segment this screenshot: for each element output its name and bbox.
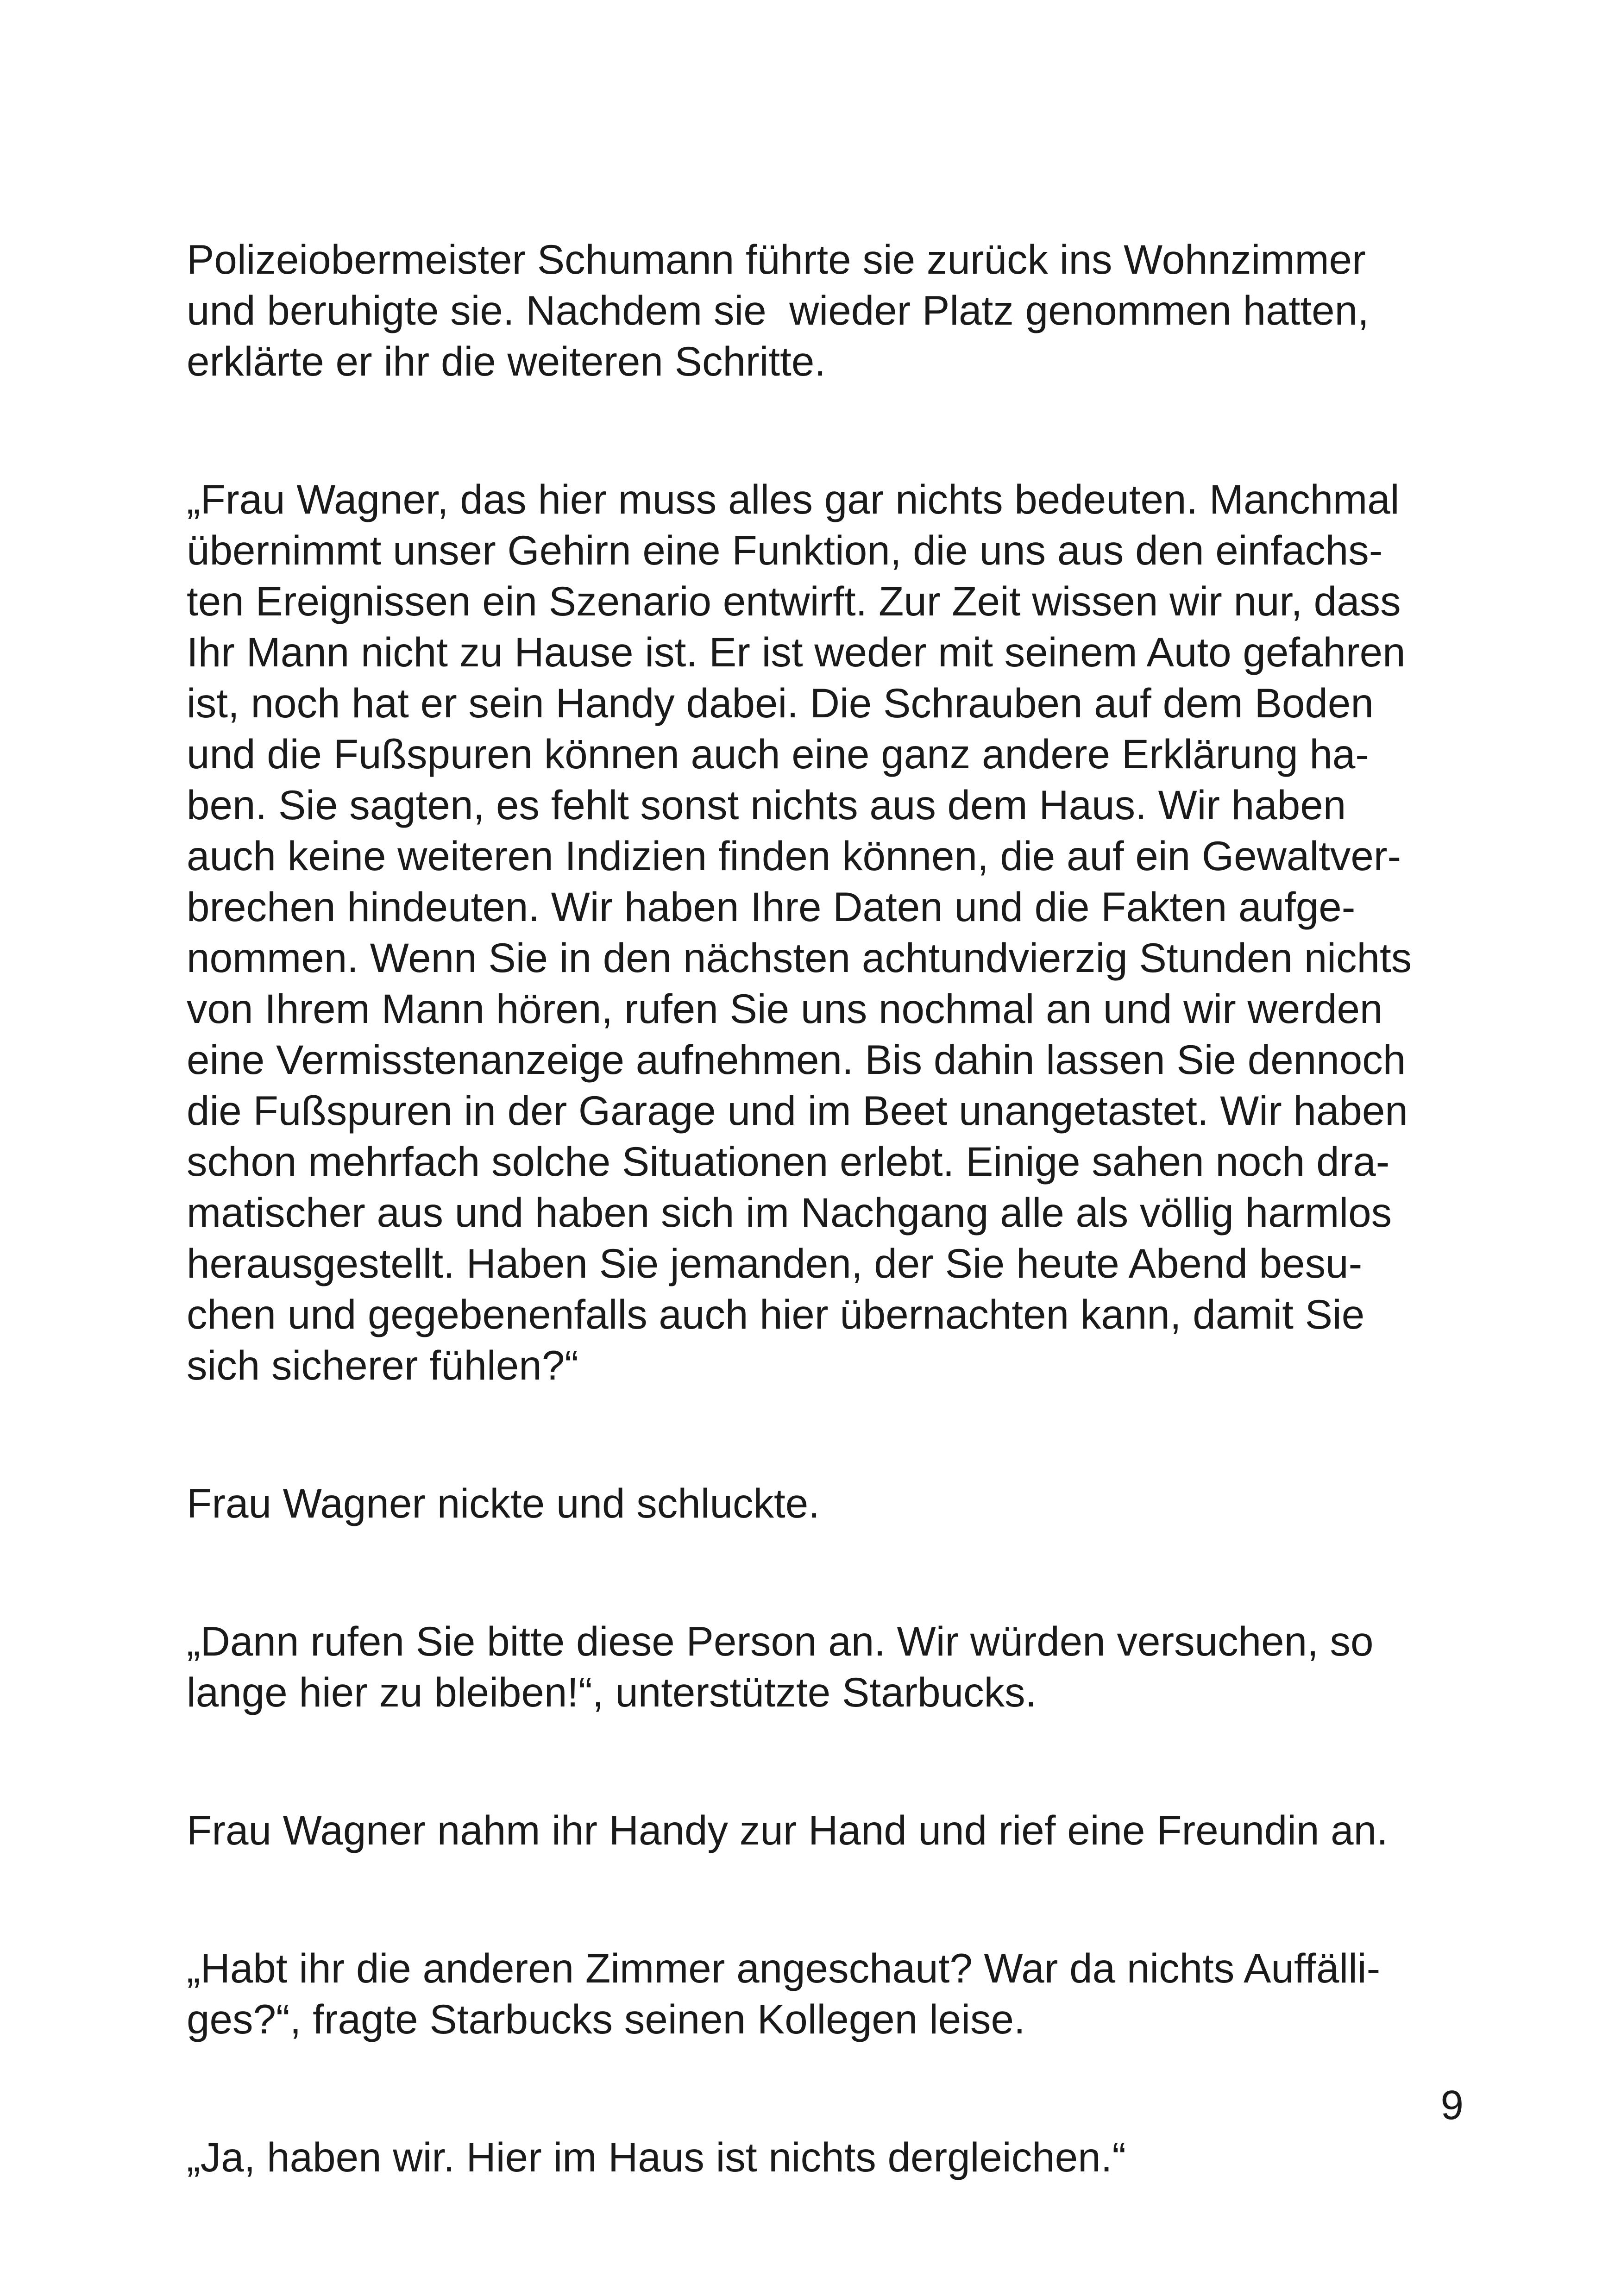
text-line: „Frau Wagner, das hier muss alles gar nichts bedeuten. Manchmal: [187, 476, 1400, 522]
paragraph: [187, 1943, 1465, 2045]
text-line: ges?“, fragte Starbucks seinen Kollegen leise.: [187, 1996, 1025, 2042]
text-line: ten Ereignissen ein Szenario entwirft. Zur Zeit wissen wir nur, dass: [187, 578, 1401, 624]
text-line: lange hier zu bleiben!“, unterstützte Starbucks.: [187, 1669, 1037, 1715]
text-line: brechen hindeuten. Wir haben Ihre Daten und die Fakten aufge-: [187, 884, 1356, 930]
paragraph-gap: [187, 1391, 1465, 1478]
text-line: die Fußspuren in der Garage und im Beet unangetastet. Wir haben: [187, 1087, 1408, 1134]
paragraph-gap: [187, 1718, 1465, 1805]
text-line: nommen. Wenn Sie in den nächsten achtundvierzig Stunden nichts: [187, 935, 1412, 981]
text-line: eine Vermisstenanzeige aufnehmen. Bis dahin lassen Sie dennoch: [187, 1036, 1406, 1083]
text-line: sich sicherer fühlen?“: [187, 1342, 578, 1388]
text-line: schon mehrfach solche Situationen erlebt. Einige sahen noch dra-: [187, 1138, 1390, 1185]
page-number: 9: [1440, 2082, 1464, 2128]
text-line: „Ja, haben wir. Hier im Haus ist nichts dergleichen.“: [187, 2134, 1126, 2180]
text-line: und die Fußspuren können auch eine ganz andere Erklärung ha-: [187, 731, 1370, 777]
paragraph: [187, 234, 1465, 387]
paragraph-gap: [187, 1529, 1465, 1616]
text-line: chen und gegebenenfalls auch hier übernachten kann, damit Sie: [187, 1291, 1365, 1337]
paragraph-gap: [187, 1856, 1465, 1943]
paragraph: [187, 474, 1465, 1391]
text-line: und beruhigte sie. Nachdem sie wieder Platz genommen hatten,: [187, 287, 1369, 333]
text-line: übernimmt unser Gehirn eine Funktion, die uns aus den einfachs-: [187, 527, 1383, 573]
text-line: erklärte er ihr die weiteren Schritte.: [187, 338, 826, 384]
paragraph-gap: [187, 2045, 1465, 2132]
text-line: herausgestellt. Haben Sie jemanden, der Sie heute Abend besu-: [187, 1240, 1363, 1286]
text-line: auch keine weiteren Indizien finden können, die auf ein Gewaltver-: [187, 833, 1401, 879]
paragraph-gap: [187, 387, 1465, 474]
text-line: „Habt ihr die anderen Zimmer angeschaut? War da nichts Auffälli-: [187, 1945, 1381, 1991]
text-line: Polizeiobermeister Schumann führte sie zurück ins Wohnzimmer: [187, 236, 1366, 282]
text-line: ben. Sie sagten, es fehlt sonst nichts aus dem Haus. Wir haben: [187, 782, 1346, 828]
paragraph: [187, 1616, 1465, 1718]
body-text: [187, 234, 1465, 2183]
text-line: Frau Wagner nickte und schluckte.: [187, 1480, 820, 1526]
text-line: „Dann rufen Sie bitte diese Person an. Wir würden versuchen, so: [187, 1618, 1374, 1664]
text-line: von Ihrem Mann hören, rufen Sie uns nochmal an und wir werden: [187, 985, 1383, 1032]
text-line: Ihr Mann nicht zu Hause ist. Er ist weder mit seinem Auto gefahren: [187, 629, 1406, 675]
paragraph: [187, 1478, 1465, 1529]
paragraph: [187, 2132, 1465, 2183]
text-line: ist, noch hat er sein Handy dabei. Die Schrauben auf dem Boden: [187, 680, 1374, 726]
text-line: Frau Wagner nahm ihr Handy zur Hand und rief eine Freundin an.: [187, 1807, 1388, 1853]
paragraph: [187, 1805, 1465, 1856]
text-line: matischer aus und haben sich im Nachgang alle als völlig harmlos: [187, 1189, 1392, 1236]
